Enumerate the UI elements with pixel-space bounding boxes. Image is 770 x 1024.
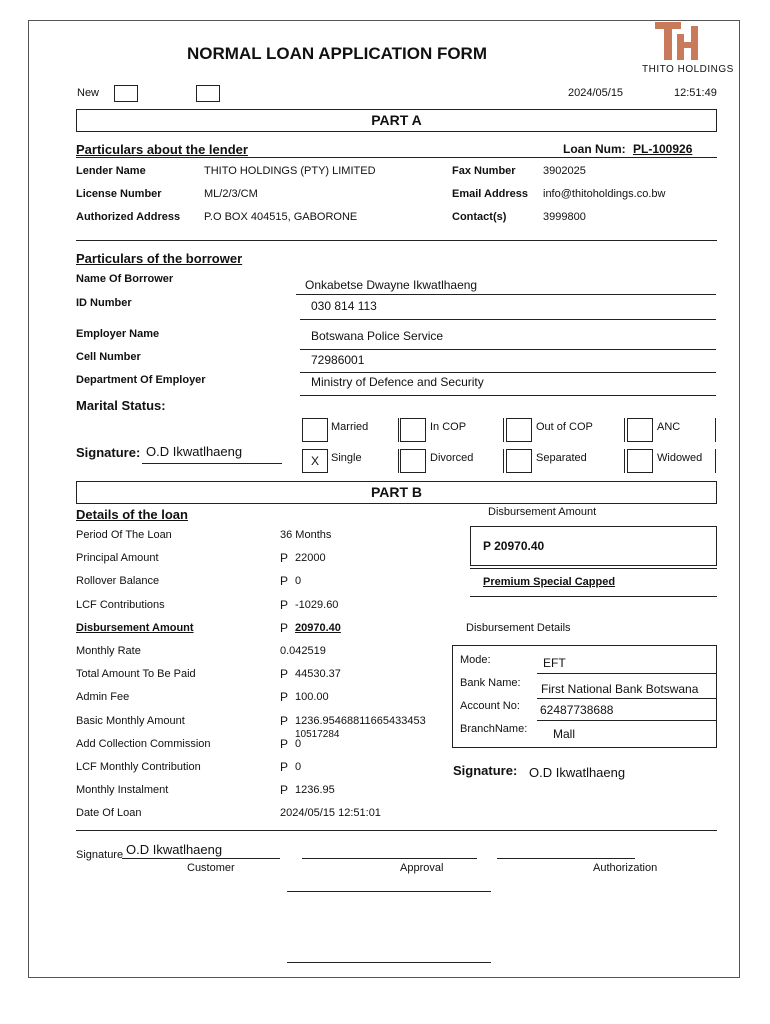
borrower-signature-value[interactable]: O.D Ikwatlhaeng xyxy=(146,444,243,459)
branch-value[interactable]: Mall xyxy=(553,727,576,741)
cell-line xyxy=(300,372,716,373)
loan-row-value: 0 xyxy=(295,761,302,773)
loan-num-label: Loan Num: xyxy=(563,142,626,156)
loan-row-value: 36 Months xyxy=(280,529,332,541)
approval-sign-line xyxy=(302,858,477,859)
lender-name-label: Lender Name xyxy=(76,165,146,177)
thito-logo-icon xyxy=(655,22,705,62)
borrower-name-line xyxy=(296,294,716,295)
disb-amount-box xyxy=(470,526,717,566)
in-cop-divider xyxy=(503,418,504,442)
loan-signature-value[interactable]: O.D Ikwatlhaeng xyxy=(529,765,626,780)
separated-label: Separated xyxy=(536,452,587,464)
license-value: ML/2/3/CM xyxy=(204,188,258,200)
new-checkbox-2[interactable] xyxy=(196,85,220,102)
divorced-checkbox[interactable] xyxy=(400,449,426,473)
mode-line xyxy=(537,673,717,674)
authorization-sign-line xyxy=(497,858,635,859)
loan-row-currency: P xyxy=(280,574,289,588)
footer-signature-value[interactable]: O.D Ikwatlhaeng xyxy=(126,842,223,857)
loan-row-label: Date Of Loan xyxy=(76,807,142,819)
loan-row-label: LCF Monthly Contribution xyxy=(76,761,201,773)
loan-row-value: 100.00 xyxy=(295,691,329,703)
loan-row-currency: P xyxy=(280,737,289,751)
borrower-heading: Particulars of the borrower xyxy=(76,251,243,266)
separated-divider xyxy=(624,449,625,473)
contact-value: 3999800 xyxy=(543,211,586,223)
loan-row-currency: P xyxy=(280,760,289,774)
employer-line xyxy=(300,349,716,350)
dept-label: Department Of Employer xyxy=(76,374,206,386)
part-b-title: PART B xyxy=(370,484,423,500)
lender-heading: Particulars about the lender xyxy=(76,142,248,157)
widowed-divider xyxy=(715,449,716,473)
marital-label: Marital Status: xyxy=(76,398,166,413)
footer-signature-label: Signature xyxy=(76,849,124,861)
page-title: NORMAL LOAN APPLICATION FORM xyxy=(187,44,487,63)
loan-row-label: Rollover Balance xyxy=(76,575,160,587)
loan-row-label: Basic Monthly Amount xyxy=(76,715,185,727)
loan-row-value: 1236.95468811665433453 xyxy=(295,715,426,727)
customer-sign-line xyxy=(122,858,280,859)
anc-divider xyxy=(715,418,716,442)
account-label: Account No: xyxy=(460,700,520,712)
address-value: P.O BOX 404515, GABORONE xyxy=(204,211,358,223)
extra-sign-line-1 xyxy=(287,891,491,892)
part-b-bar xyxy=(76,481,717,504)
loan-row-currency: P xyxy=(280,690,289,704)
form-time: 12:51:49 xyxy=(674,87,717,99)
loan-row-label: Monthly Rate xyxy=(76,645,141,657)
email-label: Email Address xyxy=(452,188,529,200)
married-checkbox[interactable] xyxy=(302,418,328,442)
borrower-name-value[interactable]: Onkabetse Dwayne Ikwatlhaeng xyxy=(305,278,478,292)
loan-num-value: PL-100926 xyxy=(633,142,693,156)
widowed-checkbox[interactable] xyxy=(627,449,653,473)
loan-row-value: 0 xyxy=(295,575,302,587)
dept-value[interactable]: Ministry of Defence and Security xyxy=(311,375,484,389)
divorced-label: Divorced xyxy=(430,452,474,464)
premium-label: Premium Special Capped xyxy=(483,576,616,588)
loan-row-label: Disbursement Amount xyxy=(76,622,194,634)
form-date: 2024/05/15 xyxy=(568,87,624,99)
new-label: New xyxy=(77,87,100,99)
borrower-signature-label: Signature: xyxy=(76,445,141,460)
widowed-label: Widowed xyxy=(657,452,703,464)
borrower-signature-line xyxy=(142,463,282,464)
customer-label: Customer xyxy=(187,862,235,874)
email-value: info@thitoholdings.co.bw xyxy=(543,188,666,200)
separated-checkbox[interactable] xyxy=(506,449,532,473)
cell-label: Cell Number xyxy=(76,351,141,363)
mode-label: Mode: xyxy=(460,654,491,666)
single-divider xyxy=(398,449,399,473)
lender-name-value: THITO HOLDINGS (PTY) LIMITED xyxy=(204,165,376,177)
loan-row-label: Period Of The Loan xyxy=(76,529,172,541)
married-divider xyxy=(398,418,399,442)
employer-value[interactable]: Botswana Police Service xyxy=(311,329,444,343)
branch-label: BranchName: xyxy=(460,723,528,735)
loan-row-label: Admin Fee xyxy=(76,691,130,703)
cell-value[interactable]: 72986001 xyxy=(311,353,365,367)
fax-label: Fax Number xyxy=(452,165,516,177)
single-label: Single xyxy=(331,452,362,464)
out-cop-checkbox[interactable] xyxy=(506,418,532,442)
out-cop-divider xyxy=(624,418,625,442)
contact-label: Contact(s) xyxy=(452,211,507,223)
premium-underline xyxy=(470,596,717,597)
out-cop-label: Out of COP xyxy=(536,421,593,433)
basic-monthly-overflow: 10517284 xyxy=(295,729,340,737)
loan-row-value: 0 xyxy=(295,738,302,750)
bank-label: Bank Name: xyxy=(460,677,521,689)
loan-row-value: 1236.95 xyxy=(295,784,335,796)
in-cop-label: In COP xyxy=(430,421,467,433)
id-number-label: ID Number xyxy=(76,297,132,309)
disb-amount-heading: Disbursement Amount xyxy=(488,506,597,518)
disb-details-heading: Disbursement Details xyxy=(466,622,571,634)
in-cop-checkbox[interactable] xyxy=(400,418,426,442)
account-value[interactable]: 62487738688 xyxy=(540,703,614,717)
loan-row-currency: P xyxy=(280,783,289,797)
disb-amount-underline xyxy=(470,568,717,569)
anc-label: ANC xyxy=(657,421,681,433)
fax-value: 3902025 xyxy=(543,165,586,177)
loan-row-label: Total Amount To Be Paid xyxy=(76,668,196,680)
loan-row-label: Monthly Instalment xyxy=(76,784,169,796)
loan-row-currency: P xyxy=(280,714,289,728)
lender-divider xyxy=(76,157,717,158)
loan-row-value: 2024/05/15 12:51:01 xyxy=(280,807,381,819)
new-checkbox[interactable] xyxy=(114,85,138,102)
divorced-divider xyxy=(503,449,504,473)
extra-sign-line-2 xyxy=(287,962,491,963)
id-number-line xyxy=(300,319,716,320)
logo-text: THITO HOLDINGS xyxy=(642,64,734,75)
bank-line xyxy=(537,698,717,699)
loan-row-value: -1029.60 xyxy=(295,599,339,611)
part-a-bar xyxy=(76,109,717,132)
dept-line xyxy=(300,395,716,396)
loan-row-value: 22000 xyxy=(295,552,326,564)
section-divider xyxy=(76,240,717,241)
disb-amount-value: P 20970.40 xyxy=(483,539,545,553)
loan-row-currency: P xyxy=(280,598,289,612)
loan-row-currency: P xyxy=(280,667,289,681)
loan-row-currency: P xyxy=(280,621,289,635)
loan-signature-label: Signature: xyxy=(453,763,518,778)
mode-value[interactable]: EFT xyxy=(543,656,566,670)
part-a-title: PART A xyxy=(371,112,422,128)
married-label: Married xyxy=(331,421,369,433)
loan-row-value: 44530.37 xyxy=(295,668,341,680)
authorization-label: Authorization xyxy=(593,862,658,874)
loan-row-label: Add Collection Commission xyxy=(76,738,211,750)
loan-details-heading: Details of the loan xyxy=(76,507,188,522)
loan-row-currency: P xyxy=(280,551,289,565)
single-checkbox[interactable]: X xyxy=(302,449,328,473)
employer-label: Employer Name xyxy=(76,328,160,340)
loan-row-label: Principal Amount xyxy=(76,552,159,564)
footer-divider xyxy=(76,830,717,831)
account-line xyxy=(537,720,717,721)
borrower-name-label: Name Of Borrower xyxy=(76,273,174,285)
bank-value[interactable]: First National Bank Botswana xyxy=(541,682,699,696)
loan-row-value: 0.042519 xyxy=(280,645,326,657)
anc-checkbox[interactable] xyxy=(627,418,653,442)
approval-label: Approval xyxy=(400,862,444,874)
loan-row-value: 20970.40 xyxy=(295,622,341,634)
license-label: License Number xyxy=(76,188,162,200)
id-number-value[interactable]: 030 814 113 xyxy=(311,299,377,313)
loan-row-label: LCF Contributions xyxy=(76,599,165,611)
address-label: Authorized Address xyxy=(76,211,181,223)
